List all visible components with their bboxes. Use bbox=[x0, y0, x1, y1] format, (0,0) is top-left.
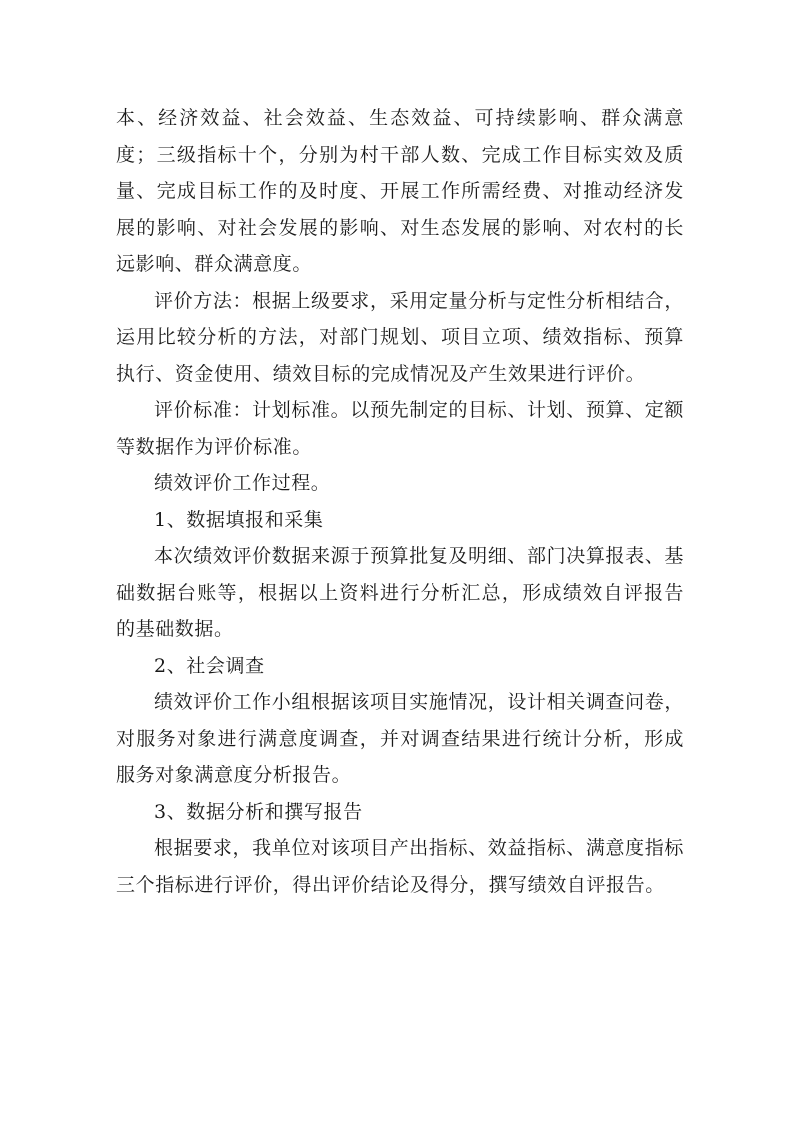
paragraph-evaluation-method: 评价方法：根据上级要求，采用定量分析与定性分析相结合，运用比较分析的方法，对部门规划、项目立项、绩效指标、预算执行、资金使用、绩效目标的完成情况及产生效果进行评价。 bbox=[116, 289, 684, 385]
subheading-data-collection: 1、数据填报和采集 bbox=[154, 508, 324, 531]
paragraph-data-analysis: 根据要求，我单位对该项目产出指标、效益指标、满意度指标三个指标进行评价，得出评价结论及得分，撰写绩效自评报告。 bbox=[116, 837, 684, 896]
subheading-social-survey: 2、社会调查 bbox=[154, 654, 265, 677]
paragraph-data-collection: 本次绩效评价数据来源于预算批复及明细、部门决算报表、基础数据台账等，根据以上资料进行分析汇总，形成绩效自评报告的基础数据。 bbox=[116, 545, 684, 640]
section-heading-process: 绩效评价工作过程。 bbox=[154, 472, 331, 494]
document-body bbox=[116, 100, 684, 903]
subheading-data-analysis: 3、数据分析和撰写报告 bbox=[154, 800, 363, 823]
paragraph-evaluation-standard: 评价标准：计划标准。以预先制定的目标、计划、预算、定额等数据作为评价标准。 bbox=[116, 399, 684, 458]
paragraph-indicators-continued: 本、经济效益、社会效益、生态效益、可持续影响、群众满意度；三级指标十个，分别为村干部人数、完成工作目标实效及质量、完成目标工作的及时度、开展工作所需经费、对推动经济发展的影响、对社会发展的影响、对生态发展的影响、对农村的长远影响、群众满意度。 bbox=[116, 107, 684, 275]
paragraph-social-survey: 绩效评价工作小组根据该项目实施情况，设计相关调查问卷，对服务对象进行满意度调查，并对调查结果进行统计分析，形成服务对象满意度分析报告。 bbox=[116, 691, 684, 786]
